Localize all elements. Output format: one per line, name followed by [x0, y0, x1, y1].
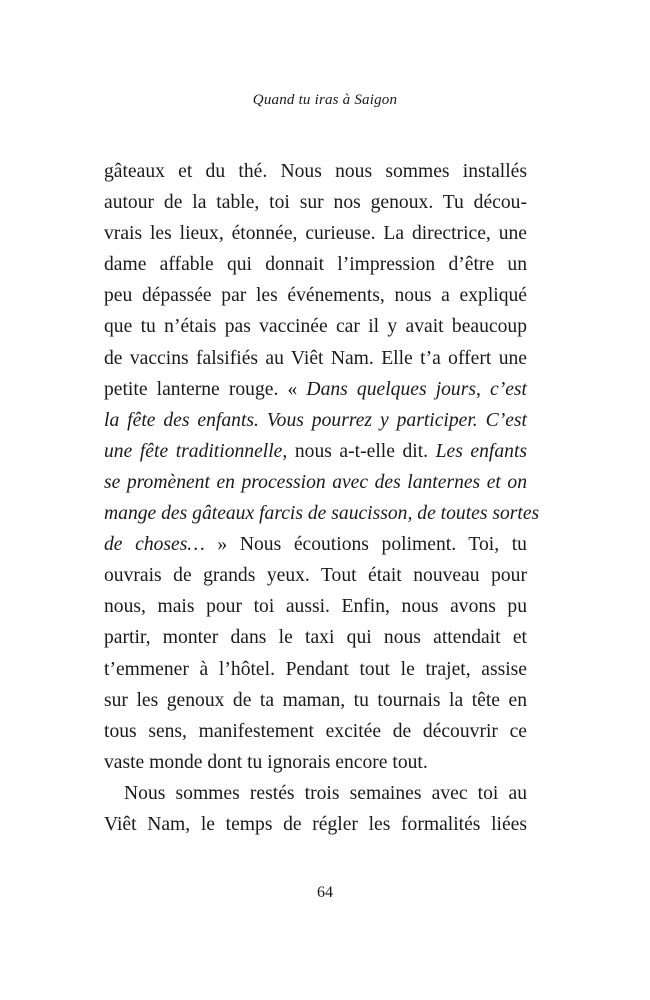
text-line	[104, 778, 527, 809]
text-run: nous, mais pour toi aussi. Enfin, nous avons pu	[104, 596, 527, 618]
paragraph	[104, 778, 527, 840]
text-run: Viêt Nam, le temps de régler les formalités liées	[104, 813, 527, 835]
italic-text: de choses…	[104, 534, 205, 556]
body-text	[104, 156, 540, 840]
text-run: dame affable qui donnait l’impression d’être un	[104, 254, 527, 276]
text-run: nous a-t-elle dit.	[287, 440, 436, 462]
italic-text: Les enfants	[435, 440, 528, 462]
text-line	[104, 436, 527, 467]
text-line	[104, 747, 527, 778]
text-run: gâteaux et du thé. Nous nous sommes installés	[104, 161, 527, 182]
paragraph	[104, 156, 540, 778]
text-line	[104, 280, 527, 311]
text-line	[104, 218, 527, 249]
text-run: tous sens, manifestement excitée de découvrir ce	[104, 720, 527, 742]
text-run: partir, monter dans le taxi qui nous attendait et	[104, 627, 527, 649]
text-line	[104, 498, 540, 529]
text-run: autour de la table, toi sur nos genoux. Tu décou-	[104, 192, 527, 214]
text-line	[104, 467, 527, 498]
text-line	[104, 591, 527, 622]
italic-text: la fête des enfants. Vous pourrez y participer. C’est	[104, 409, 527, 431]
text-line	[104, 685, 527, 716]
text-run: sur les genoux de ta maman, tu tournais la tête en	[104, 689, 527, 711]
text-run: vaste monde dont tu ignorais encore tout.	[104, 751, 428, 773]
text-run: de vaccins falsifiés au Viêt Nam. Elle t’a offert une	[104, 347, 527, 369]
italic-text: se promènent en procession avec des lanternes et on	[104, 471, 527, 493]
text-line	[104, 187, 527, 218]
text-line	[104, 405, 527, 436]
italic-text: une fête traditionnelle,	[104, 440, 288, 462]
text-run: t’emmener à l’hôtel. Pendant tout le trajet, assise	[104, 658, 527, 680]
text-line	[104, 374, 527, 405]
italic-text: Dans quelques jours, c’est	[306, 378, 527, 400]
italic-text: mange des gâteaux farcis de saucisson, de toutes sortes	[104, 503, 540, 525]
running-head: Quand tu iras à Saigon	[252, 92, 398, 108]
text-line	[104, 622, 527, 653]
text-line	[104, 249, 527, 280]
text-line	[104, 529, 527, 560]
text-line	[104, 311, 527, 342]
text-run: ouvrais de grands yeux. Tout était nouveau pour	[104, 565, 527, 587]
text-run: vrais les lieux, étonnée, curieuse. La directrice, une	[104, 223, 527, 245]
text-run: » Nous écoutions poliment. Toi, tu	[204, 534, 527, 556]
text-line	[104, 809, 527, 840]
text-run: Nous sommes restés trois semaines avec toi au	[124, 782, 527, 804]
text-line	[104, 156, 527, 187]
text-line	[104, 716, 527, 747]
text-line	[104, 343, 527, 374]
text-run: que tu n’étais pas vaccinée car il y avait beaucoup	[104, 316, 527, 338]
text-run: petite lanterne rouge. «	[104, 378, 307, 400]
page-number: 64	[317, 884, 333, 901]
text-run: peu dépassée par les événements, nous a expliqué	[104, 285, 527, 307]
text-line	[104, 654, 527, 685]
text-line	[104, 560, 527, 591]
